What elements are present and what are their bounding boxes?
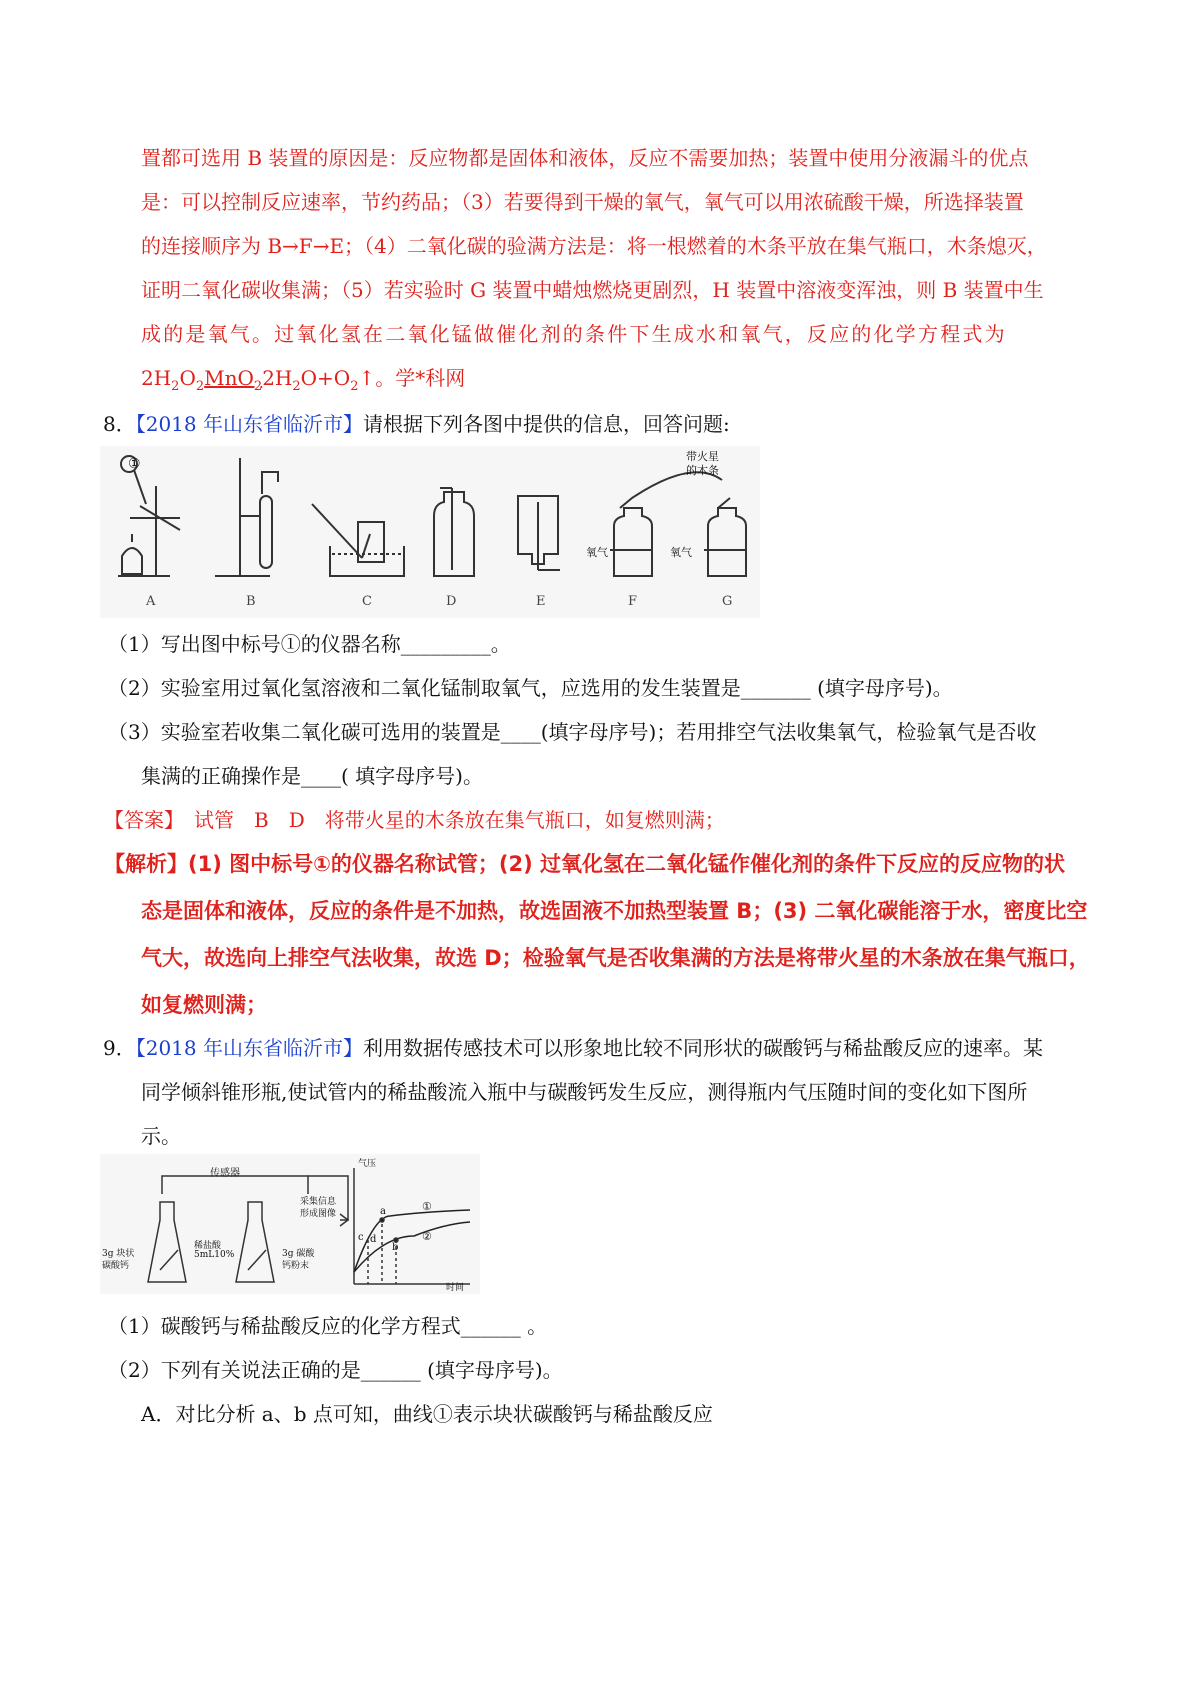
- point-c-label: c: [358, 1232, 364, 1243]
- apparatus-b: [215, 458, 278, 576]
- g-gas-label: 氧气: [670, 546, 692, 559]
- question-source: 【2018 年山东省临沂市】: [135, 1036, 363, 1060]
- apparatus-e: [518, 496, 560, 570]
- curve-2-label: ②: [422, 1230, 432, 1243]
- figure-mark-1: ①: [128, 456, 141, 472]
- curve-1-label: ①: [422, 1200, 432, 1213]
- question-number: 8．: [103, 412, 136, 436]
- q8-analysis-4: 如复燃则满；: [141, 993, 267, 1017]
- question-9-stem-1: 9．【2018 年山东省临沂市】利用数据传感技术可以形象地比较不同形状的碳酸钙与稀盐酸反应的速率。某: [103, 1036, 1043, 1060]
- question-8-stem: 8．【2018 年山东省临沂市】请根据下列各图中提供的信息，回答问题:: [103, 412, 730, 436]
- q8-sub-3b: 集满的正确操作是____( 填字母序号)。: [141, 764, 483, 788]
- q9-sub-2: （2）下列有关说法正确的是______ (填字母序号)。: [108, 1358, 563, 1382]
- point-b-label: b: [392, 1242, 399, 1253]
- stick-label-1: 带火星: [686, 450, 719, 463]
- q8-sub-1: （1）写出图中标号①的仪器名称_________。: [108, 632, 511, 656]
- q9-sub-1: （1）碳酸钙与稀盐酸反应的化学方程式______ 。: [108, 1314, 548, 1338]
- question-number: 9．: [103, 1036, 136, 1060]
- question-9-stem-3: 示。: [141, 1124, 181, 1148]
- fig-label-b: B: [246, 594, 256, 609]
- question-9-stem-2: 同学倾斜锥形瓶,使试管内的稀盐酸流入瓶中与碳酸钙发生反应，测得瓶内气压随时间的变化如下图所: [141, 1080, 1028, 1104]
- q8-analysis-3: 气大，故选向上排空气法收集，故选 D；检验氧气是否收集满的方法是将带火星的木条放在集气瓶口，: [141, 946, 1090, 970]
- collect-label-2: 形成图像: [300, 1209, 337, 1219]
- fig-label-f: F: [628, 594, 638, 609]
- apparatus-g: [704, 498, 746, 576]
- analysis-line-2: 是：可以控制反应速率，节约药品；（3）若要得到干燥的氧气，氧气可以用浓硫酸干燥，所选择装置: [141, 190, 1024, 214]
- x-axis-label: 时间: [446, 1283, 465, 1293]
- fig-label-c: C: [362, 594, 372, 609]
- f-gas-label: 氧气: [586, 546, 608, 559]
- apparatus-f: [610, 472, 722, 576]
- fig-label-a: A: [146, 594, 156, 609]
- sensor-label: 传感器: [210, 1168, 240, 1179]
- stick-label-2: 的木条: [686, 464, 719, 477]
- right-flask-label-1: 3g 碳酸: [282, 1249, 315, 1259]
- q8-answer: 【答案】 试管 B D 将带火星的木条放在集气瓶口，如复燃则满；: [104, 808, 725, 832]
- y-axis-label: 气压: [358, 1159, 377, 1169]
- apparatus-d: [434, 488, 474, 576]
- fig-label-d: D: [446, 594, 457, 609]
- analysis-line-4: 证明二氧化碳收集满；（5）若实验时 G 装置中蜡烛燃烧更剧烈，H 装置中溶液变浑浊，则 B 装置中生: [141, 278, 1044, 302]
- fig-label-e: E: [536, 594, 546, 609]
- q8-analysis-1: 【解析】(1) 图中标号①的仪器名称试管；(2) 过氧化氢在二氧化锰作催化剂的条件下反应的反应物的状: [104, 852, 1066, 876]
- q8-sub-2: （2）实验室用过氧化氢溶液和二氧化锰制取氧气，应选用的发生装置是_______ (填字母序号)。: [108, 676, 953, 700]
- question-source: 【2018 年山东省临沂市】: [135, 412, 363, 436]
- chemical-equation: $2H_2O_2MnO_22H_2O+O_2↑$。学*科网: [141, 366, 466, 394]
- acid-label-2: 5mL10%: [194, 1250, 235, 1260]
- acid-label-1: 稀盐酸: [194, 1241, 222, 1251]
- point-d-label: d: [370, 1234, 377, 1245]
- right-flask-label-2: 钙粉末: [282, 1261, 310, 1271]
- apparatus-c: [312, 504, 404, 576]
- left-flask-label-1: 3g 块状: [102, 1249, 135, 1259]
- pressure-figure: [100, 1154, 480, 1294]
- left-flask-label-2: 碳酸钙: [102, 1261, 130, 1271]
- q8-sub-3a: （3）实验室若收集二氧化碳可选用的装置是____(填字母序号)；若用排空气法收集氧气，检验氧气是否收: [108, 720, 1037, 744]
- collect-label-1: 采集信息: [300, 1197, 337, 1207]
- fig-label-g: G: [722, 594, 733, 609]
- apparatus-figure: [100, 446, 760, 618]
- analysis-line-1: 置都可选用 B 装置的原因是：反应物都是固体和液体，反应不需要加热；装置中使用分液漏斗的优点: [141, 146, 1029, 170]
- q9-option-a: A．对比分析 a、b 点可知，曲线①表示块状碳酸钙与稀盐酸反应: [141, 1402, 713, 1426]
- q8-analysis-2: 态是固体和液体，反应的条件是不加热，故选固液不加热型装置 B；(3) 二氧化碳能溶于水，密度比空: [141, 899, 1088, 923]
- apparatus-a: [118, 456, 180, 576]
- analysis-line-3: 的连接顺序为 B→F→E；（4）二氧化碳的验满方法是：将一根燃着的木条平放在集气瓶口，木条熄灭，: [141, 234, 1047, 258]
- analysis-line-5: 成的是氧气。过氧化氢在二氧化锰做催化剂的条件下生成水和氧气，反应的化学方程式为: [141, 322, 1007, 346]
- point-a-label: a: [380, 1206, 386, 1217]
